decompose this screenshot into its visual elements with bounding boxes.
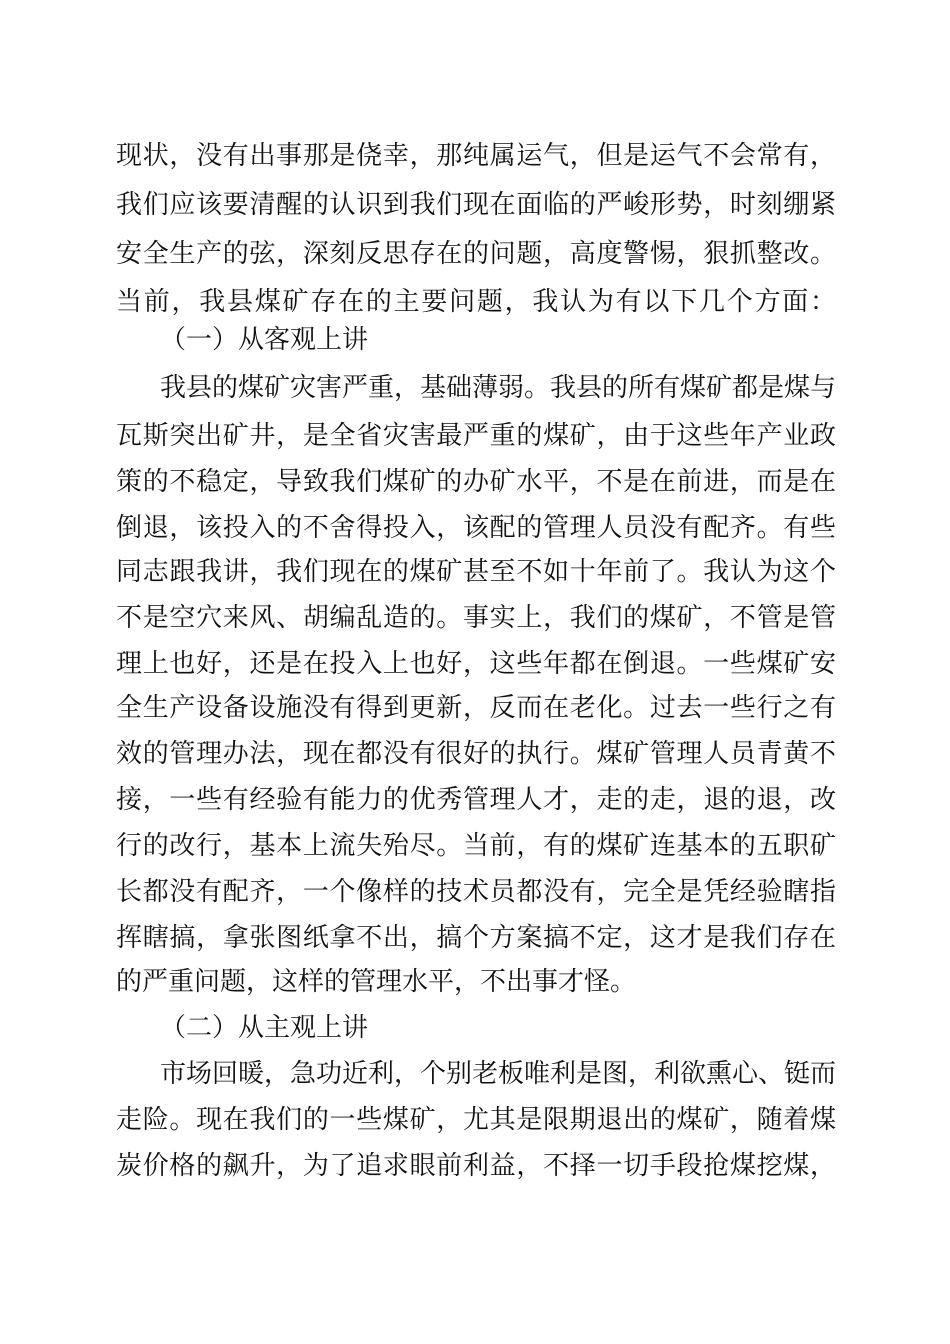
paragraph-line: 行的改行，基本上流失殆尽。当前，有的煤矿连基本的五职矿 — [116, 831, 836, 861]
paragraph-line: 炭价格的飙升，为了追求眼前利益，不择一切手段抢煤挖煤， — [116, 1151, 836, 1181]
paragraph-line: 效的管理办法，现在都没有很好的执行。煤矿管理人员青黄不 — [116, 739, 836, 769]
paragraph-line: 挥瞎搞，拿张图纸拿不出，搞个方案搞不定，这才是我们存在 — [116, 923, 836, 953]
paragraph-line: 安全生产的弦，深刻反思存在的问题，高度警惕，狠抓整改。 — [116, 239, 836, 269]
paragraph-line: 市场回暖，急功近利，个别老板唯利是图，利欲熏心、铤而 — [160, 1059, 837, 1089]
paragraph-line: 当前，我县煤矿存在的主要问题，我认为有以下几个方面： — [116, 287, 836, 317]
paragraph-line: 瓦斯突出矿井，是全省灾害最严重的煤矿，由于这些年产业政 — [116, 421, 836, 451]
paragraph-line: 接，一些有经验有能力的优秀管理人才，走的走，退的退，改 — [116, 785, 836, 815]
section-heading-subjective: （二）从主观上讲 — [160, 1013, 369, 1043]
paragraph-line: 我县的煤矿灾害严重，基础薄弱。我县的所有煤矿都是煤与 — [160, 373, 837, 403]
paragraph-line: 策的不稳定，导致我们煤矿的办矿水平，不是在前进，而是在 — [116, 467, 836, 497]
paragraph-line: 理上也好，还是在投入上也好，这些年都在倒退。一些煤矿安 — [116, 649, 836, 679]
section-heading-objective: （一）从客观上讲 — [160, 325, 369, 355]
paragraph-line: 走险。现在我们的一些煤矿，尤其是限期退出的煤矿，随着煤 — [116, 1105, 836, 1135]
paragraph-line: 我们应该要清醒的认识到我们现在面临的严峻形势，时刻绷紧 — [116, 190, 836, 220]
paragraph-line: 的严重问题，这样的管理水平，不出事才怪。 — [116, 967, 637, 997]
paragraph-line: 倒退，该投入的不舍得投入，该配的管理人员没有配齐。有些 — [116, 513, 836, 543]
paragraph-line: 同志跟我讲，我们现在的煤矿甚至不如十年前了。我认为这个 — [116, 557, 836, 587]
paragraph-line: 全生产设备设施没有得到更新，反而在老化。过去一些行之有 — [116, 693, 836, 723]
paragraph-line: 长都没有配齐，一个像样的技术员都没有，完全是凭经验瞎指 — [116, 877, 836, 907]
paragraph-line: 不是空穴来风、胡编乱造的。事实上，我们的煤矿，不管是管 — [116, 603, 836, 633]
paragraph-line: 现状，没有出事那是侥幸，那纯属运气，但是运气不会常有， — [116, 141, 836, 171]
